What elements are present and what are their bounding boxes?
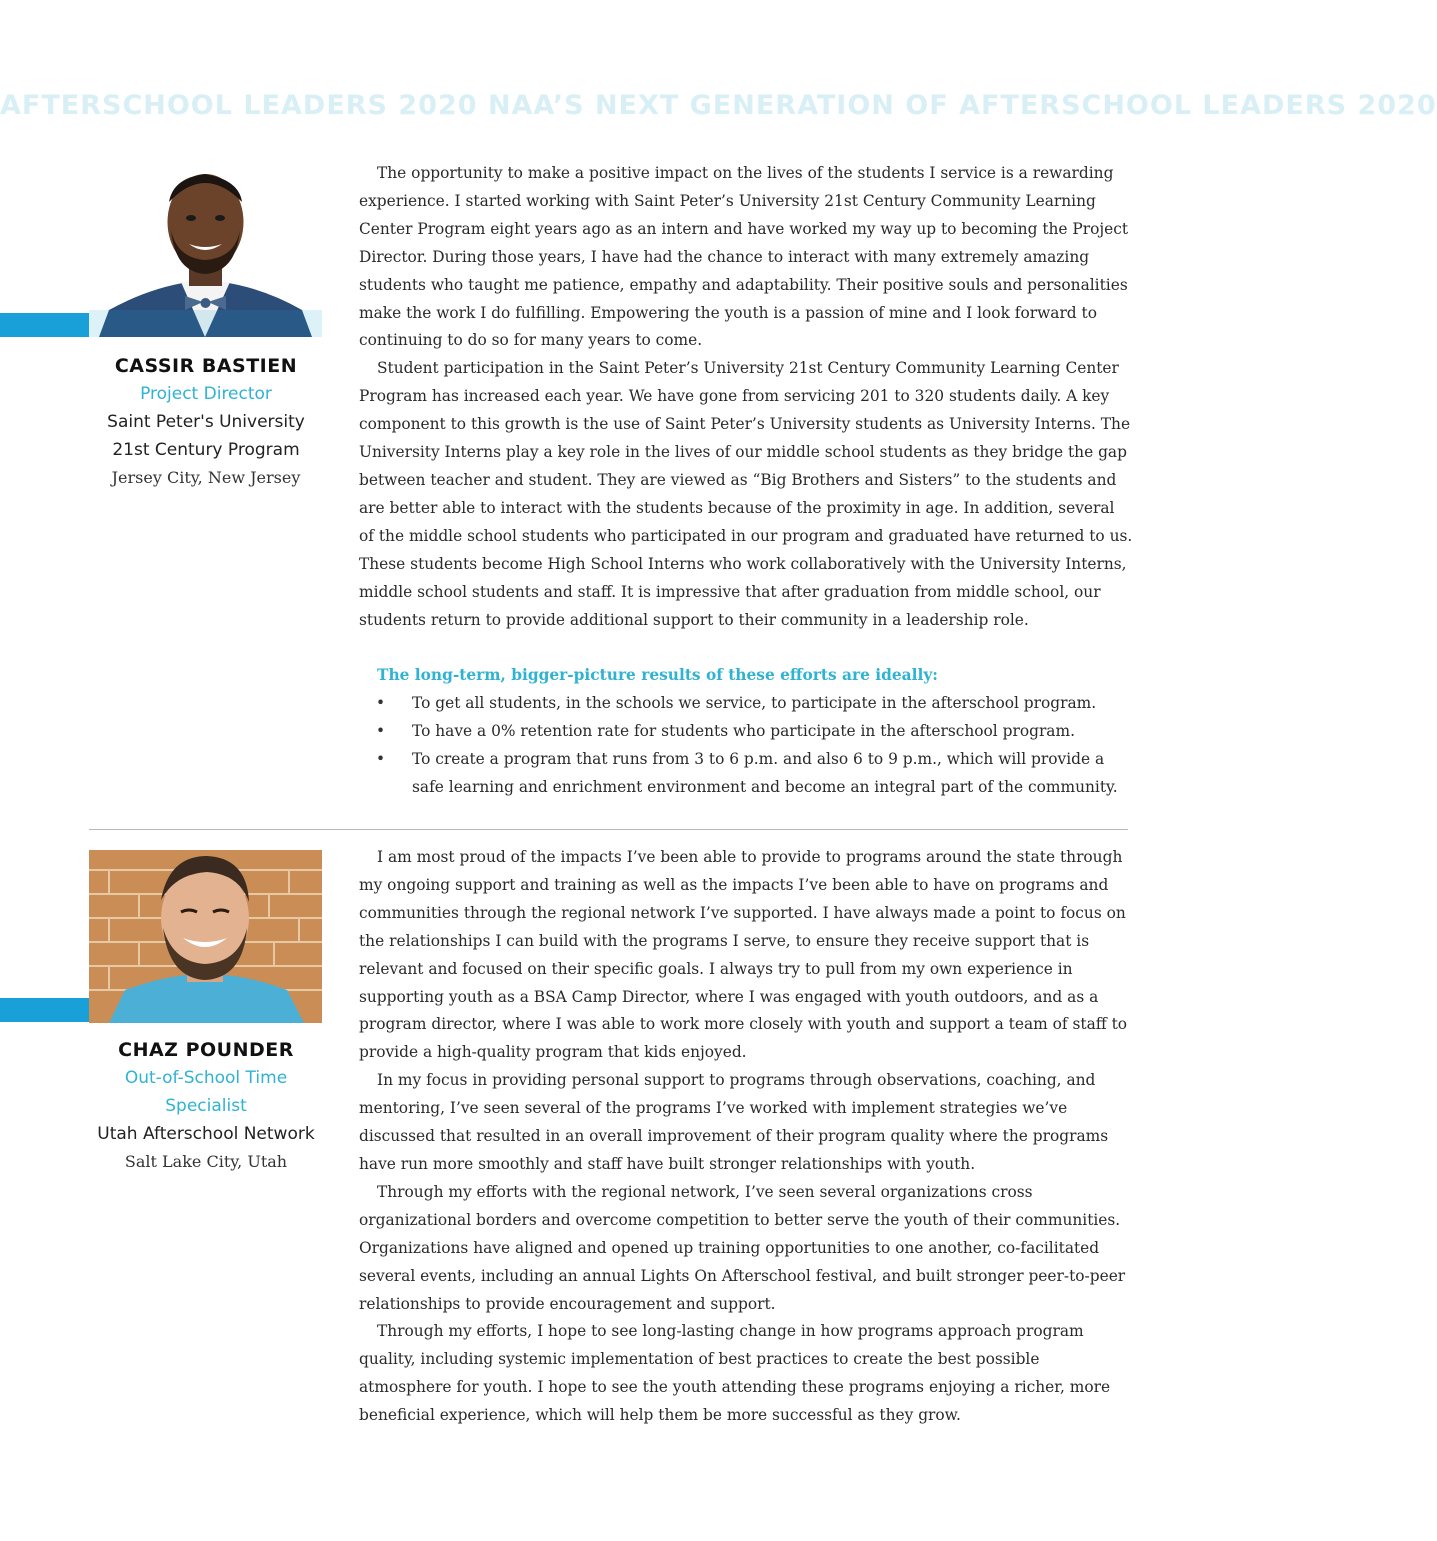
profile-name: CASSIR BASTIEN — [114, 355, 298, 377]
body-paragraph: Through my efforts with the regional network, I’ve seen several organizations cross organizational borders and overcome competition to better serve the youth of their communities. Organizations have aligned and opened up training opportunities to one another, co-facilitated several events, including an annual Lights On Afterschool festival, and built stronger peer-to-peer relationships to provide encouragement and support. — [359, 1182, 1126, 1313]
profile-org: Utah Afterschool Network — [97, 1124, 315, 1144]
profile-section-2 — [0, 848, 1200, 1468]
section-divider — [89, 829, 1128, 830]
profile-role: Project Director — [140, 384, 272, 404]
list-item: • To create a program that runs from 3 to 6 p.m. and also 6 to 9 p.m., which will provide a safe learning and enrichment environment and become an integral part of the community. — [359, 746, 1134, 802]
body-paragraph: In my focus in providing personal support to programs through observations, coaching, and mentoring, I’ve seen several of the programs I’ve worked with implement strategies we’ve discussed that resulted in an overall improvement of their program quality where the programs have run more smoothly and staff have built stronger relationships with youth. — [359, 1071, 1109, 1173]
goals-list — [359, 690, 1134, 802]
profile-body — [359, 844, 1134, 1430]
body-paragraph: I am most proud of the impacts I’ve been able to provide to programs around the state through my ongoing support and training as well as the impacts I’ve been able to have on programs and communities through the regional network I’ve supported. I have always made a point to focus on the relationships I can build with the programs I serve, to ensure they receive support that is relevant and focused on their specific goals. I always try to pull from my own experience in supporting youth as a BSA Camp Director, where I was engaged with youth outdoors, and as a program director, where I was able to work more closely with youth and support a team of staff to provide a high-quality program that kids enjoyed. — [359, 848, 1128, 1062]
body-paragraph: The opportunity to make a positive impact on the lives of the students I service is a rewarding experience. I started working with Saint Peter’s University 21st Century Community Learning Center Program eight years ago as an intern and have worked my way up to becoming the Project Director. During those years, I have had the chance to interact with many extremely amazing students who taught me patience, empathy and adaptability. Their positive souls and personalities make the work I do fulfilling. Empowering the youth is a passion of mine and I look forward to continuing to do so for many years to come. — [359, 164, 1129, 350]
profile-info — [80, 352, 332, 492]
profile-org-line2: 21st Century Program — [112, 440, 300, 460]
profile-info — [80, 1036, 332, 1176]
profile-section-1 — [0, 160, 1200, 810]
profile-role-line1: Out-of-School Time — [124, 1068, 288, 1088]
profile-org-line1: Saint Peter's University — [107, 412, 305, 432]
profile-name: CHAZ POUNDER — [118, 1039, 294, 1061]
portrait-photo — [89, 850, 322, 1023]
callout-heading: The long-term, bigger-picture results of these efforts are ideally: — [377, 666, 938, 685]
body-paragraph: Student participation in the Saint Peter’s University 21st Century Community Learning Center Program has increased each year. We have gone from servicing 201 to 320 students daily. A key component to this growth is the use of Saint Peter’s University students as University Interns. The University Interns play a key role in the lives of our middle school students as they bridge the gap between teacher and student. They are viewed as “Big Brothers and Sisters” to the students and are better able to interact with the students because of the proximity in age. In addition, several of the middle school students who participated in our program and graduated have returned to us. These students become High School Interns who work collaboratively with the University Interns, middle school students and staff. It is impressive that after graduation from middle school, our students return to provide additional support to their community in a leadership role. — [359, 359, 1133, 629]
header-banner: AFTERSCHOOL LEADERS 2020 NAA’S NEXT GENERATION OF AFTERSCHOOL LEADERS 2020 — [0, 90, 1437, 121]
profile-location: Jersey City, New Jersey — [111, 468, 301, 487]
portrait-photo — [89, 160, 322, 337]
body-paragraph: Through my efforts, I hope to see long-lasting change in how programs approach program quality, including systemic implementation of best practices to create the best possible atmosphere for youth. I hope to see the youth attending these programs enjoying a richer, more beneficial experience, which will help them be more successful as they grow. — [359, 1322, 1111, 1425]
list-item: • To get all students, in the schools we service, to participate in the afterschool program. — [359, 690, 1134, 718]
profile-location: Salt Lake City, Utah — [124, 1152, 288, 1171]
profile-body — [359, 160, 1134, 802]
profile-role-line2: Specialist — [165, 1096, 247, 1116]
list-item: • To have a 0% retention rate for students who participate in the afterschool program. — [359, 718, 1134, 746]
